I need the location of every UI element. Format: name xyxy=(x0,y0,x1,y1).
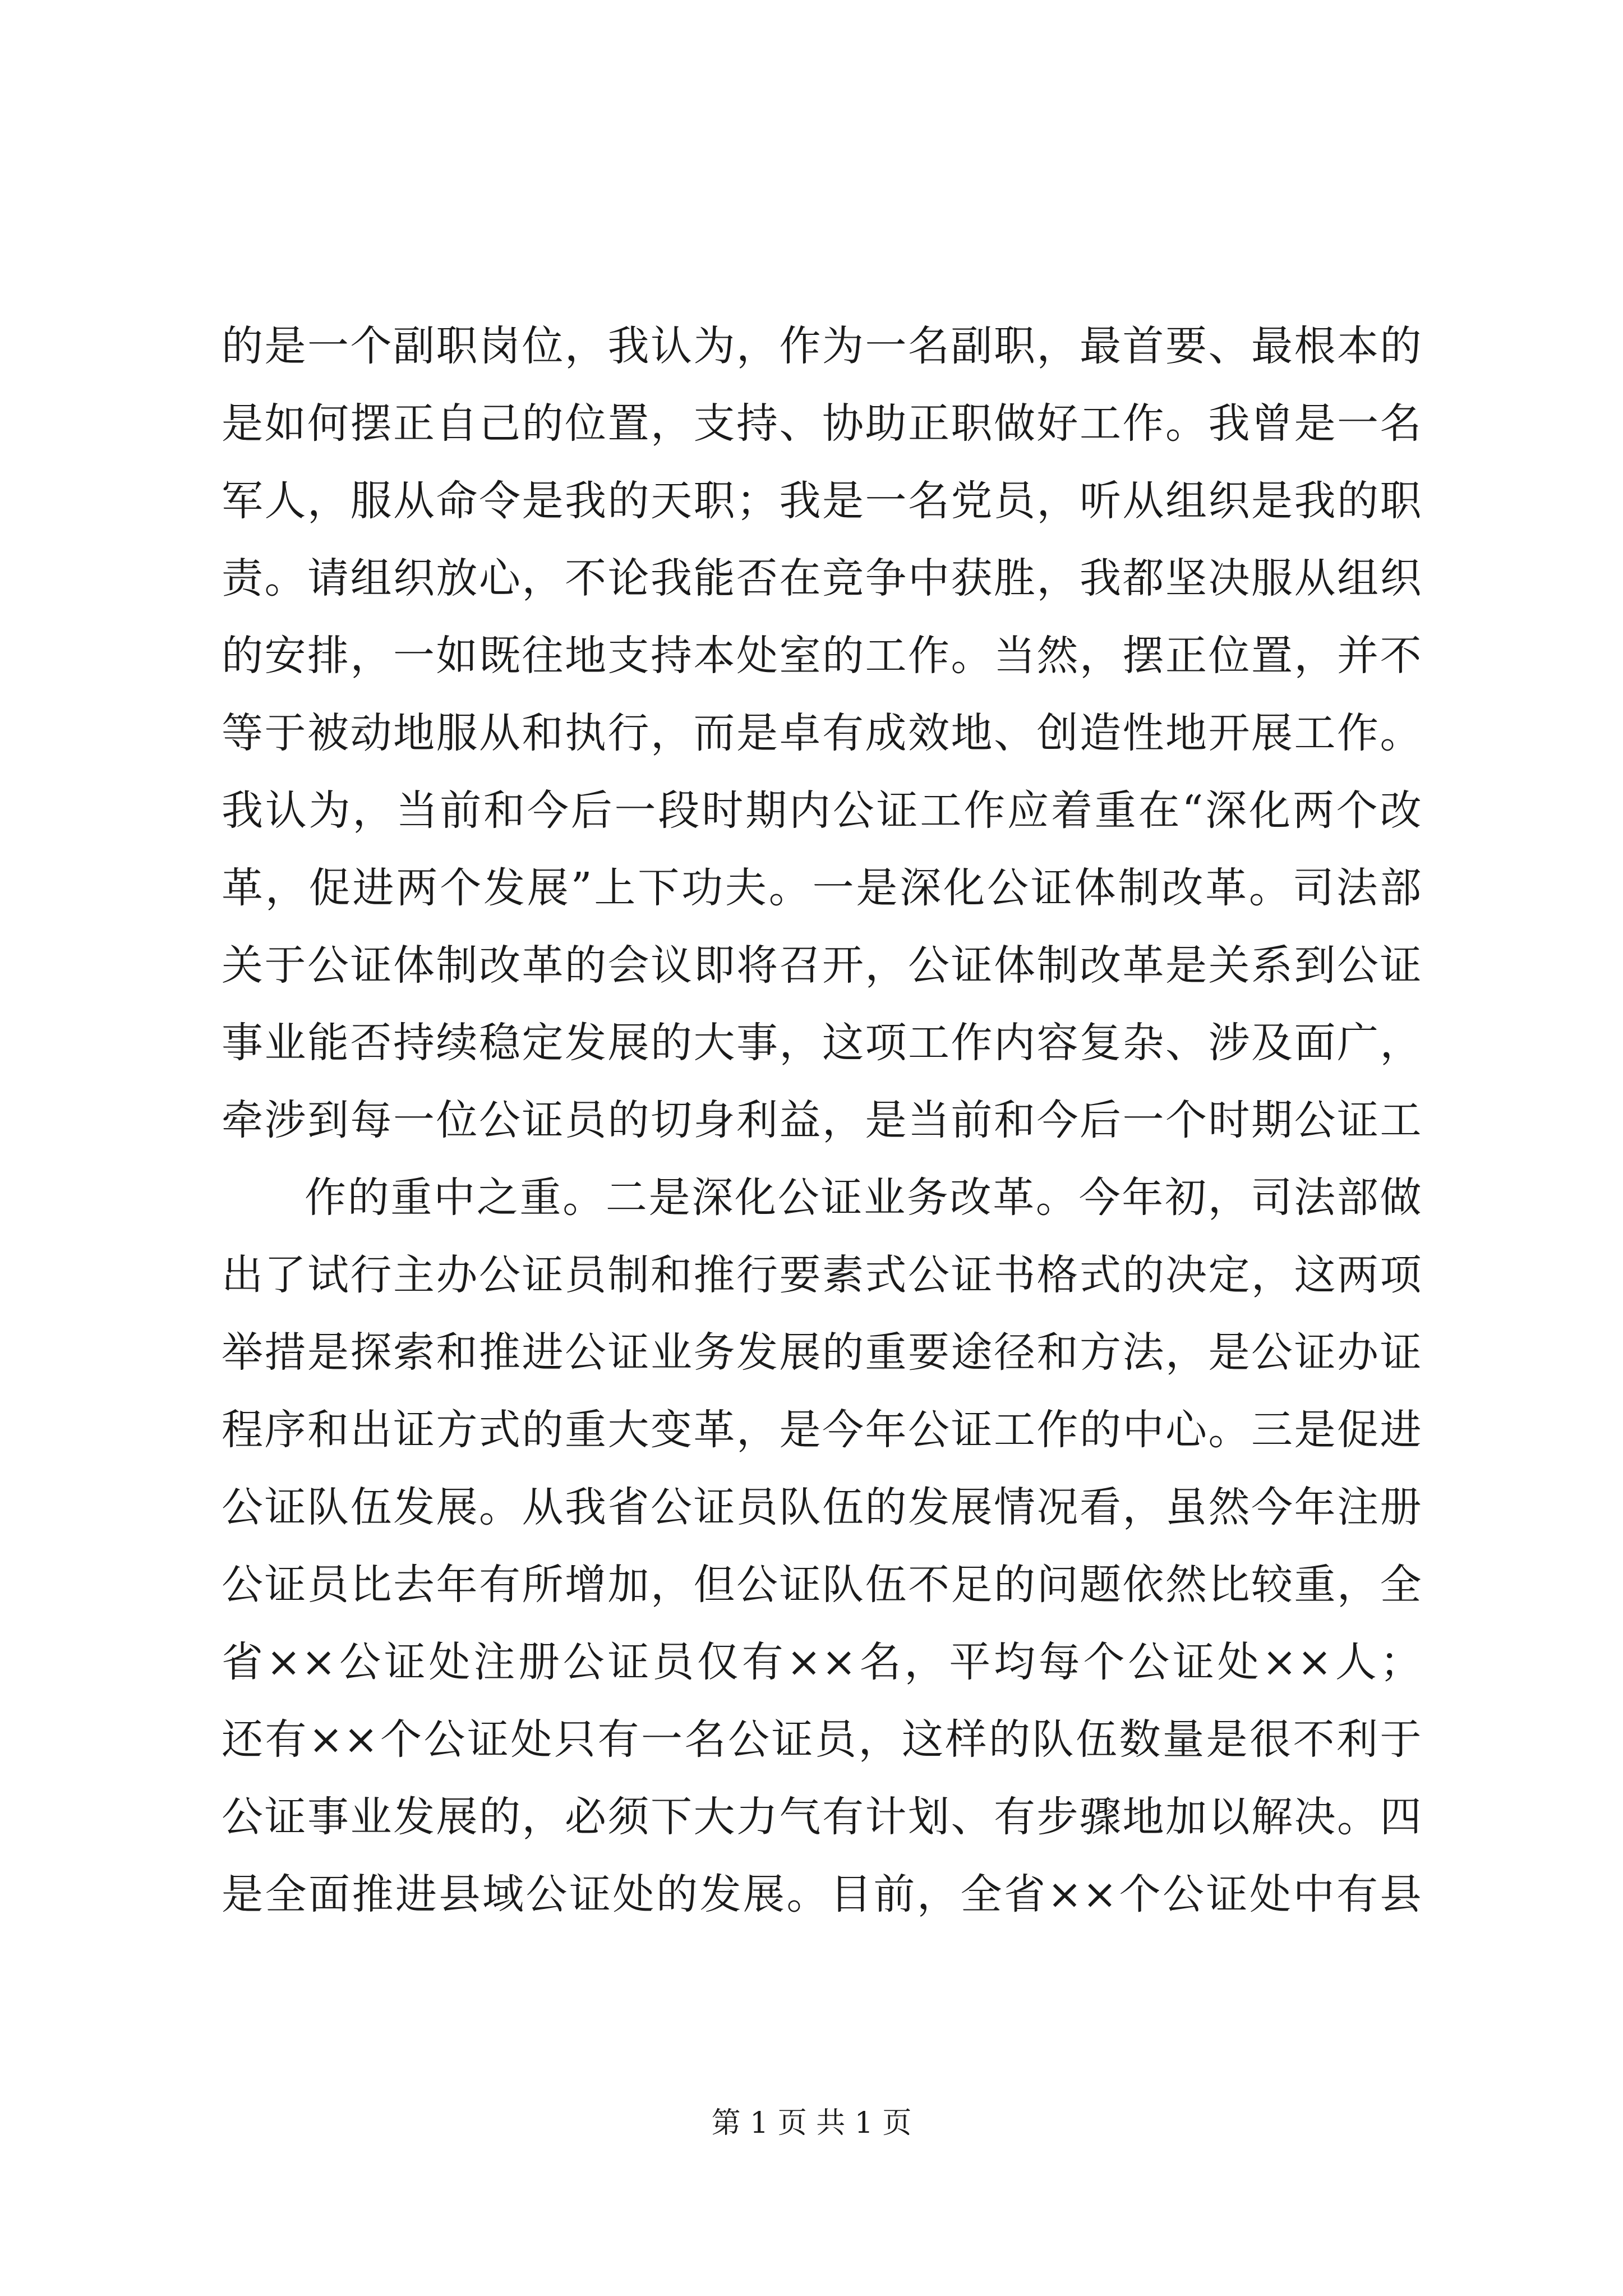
text-line: 出了试行主办公证员制和推行要素式公证书格式的决定，这两项 xyxy=(222,1251,1422,1299)
text-line: 军人，服从命令是我的天职；我是一名党员，听从组织是我的职 xyxy=(222,477,1422,525)
text-line: 关于公证体制改革的会议即将召开，公证体制改革是关系到公证 xyxy=(222,941,1422,990)
text-line: 革，促进两个发展”上下功夫。一是深化公证体制改革。司法部 xyxy=(222,864,1422,912)
text-line: 事业能否持续稳定发展的大事，这项工作内容复杂、涉及面广， xyxy=(222,1019,1422,1067)
page-footer xyxy=(0,2104,1623,2143)
text-line: 公证员比去年有所增加，但公证队伍不足的问题依然比较重，全 xyxy=(222,1561,1422,1609)
text-line: 还有××个公证处只有一名公证员，这样的队伍数量是很不利于 xyxy=(222,1715,1422,1764)
text-line: 是全面推进县域公证处的发展。目前，全省××个公证处中有县 xyxy=(222,1870,1422,1918)
page-number-label: 第 1 页 共 1 页 xyxy=(711,2106,912,2140)
text-line: 的安排，一如既往地支持本处室的工作。当然，摆正位置，并不 xyxy=(222,632,1422,680)
body-text xyxy=(222,307,1422,1933)
text-line: 等于被动地服从和执行，而是卓有成效地、创造性地开展工作。 xyxy=(222,709,1422,757)
text-line: 省××公证处注册公证员仅有××名，平均每个公证处××人； xyxy=(222,1638,1422,1686)
text-line: 牵涉到每一位公证员的切身利益，是当前和今后一个时期公证工 xyxy=(222,1096,1422,1144)
text-line: 程序和出证方式的重大变革，是今年公证工作的中心。三是促进 xyxy=(222,1406,1422,1454)
text-line: 举措是探索和推进公证业务发展的重要途径和方法，是公证办证 xyxy=(222,1328,1422,1377)
text-line: 的是一个副职岗位，我认为，作为一名副职，最首要、最根本的 xyxy=(222,322,1422,370)
text-line: 公证队伍发展。从我省公证员队伍的发展情况看，虽然今年注册 xyxy=(222,1483,1422,1531)
text-line: 我认为，当前和今后一段时期内公证工作应着重在“深化两个改 xyxy=(222,786,1422,835)
text-line-indented: 作的重中之重。二是深化公证业务改革。今年初，司法部做 xyxy=(305,1174,1422,1222)
text-line: 公证事业发展的，必须下大力气有计划、有步骤地加以解决。四 xyxy=(222,1793,1422,1841)
text-line: 是如何摆正自己的位置，支持、协助正职做好工作。我曾是一名 xyxy=(222,399,1422,448)
text-line: 责。请组织放心，不论我能否在竞争中获胜，我都坚决服从组织 xyxy=(222,554,1422,602)
